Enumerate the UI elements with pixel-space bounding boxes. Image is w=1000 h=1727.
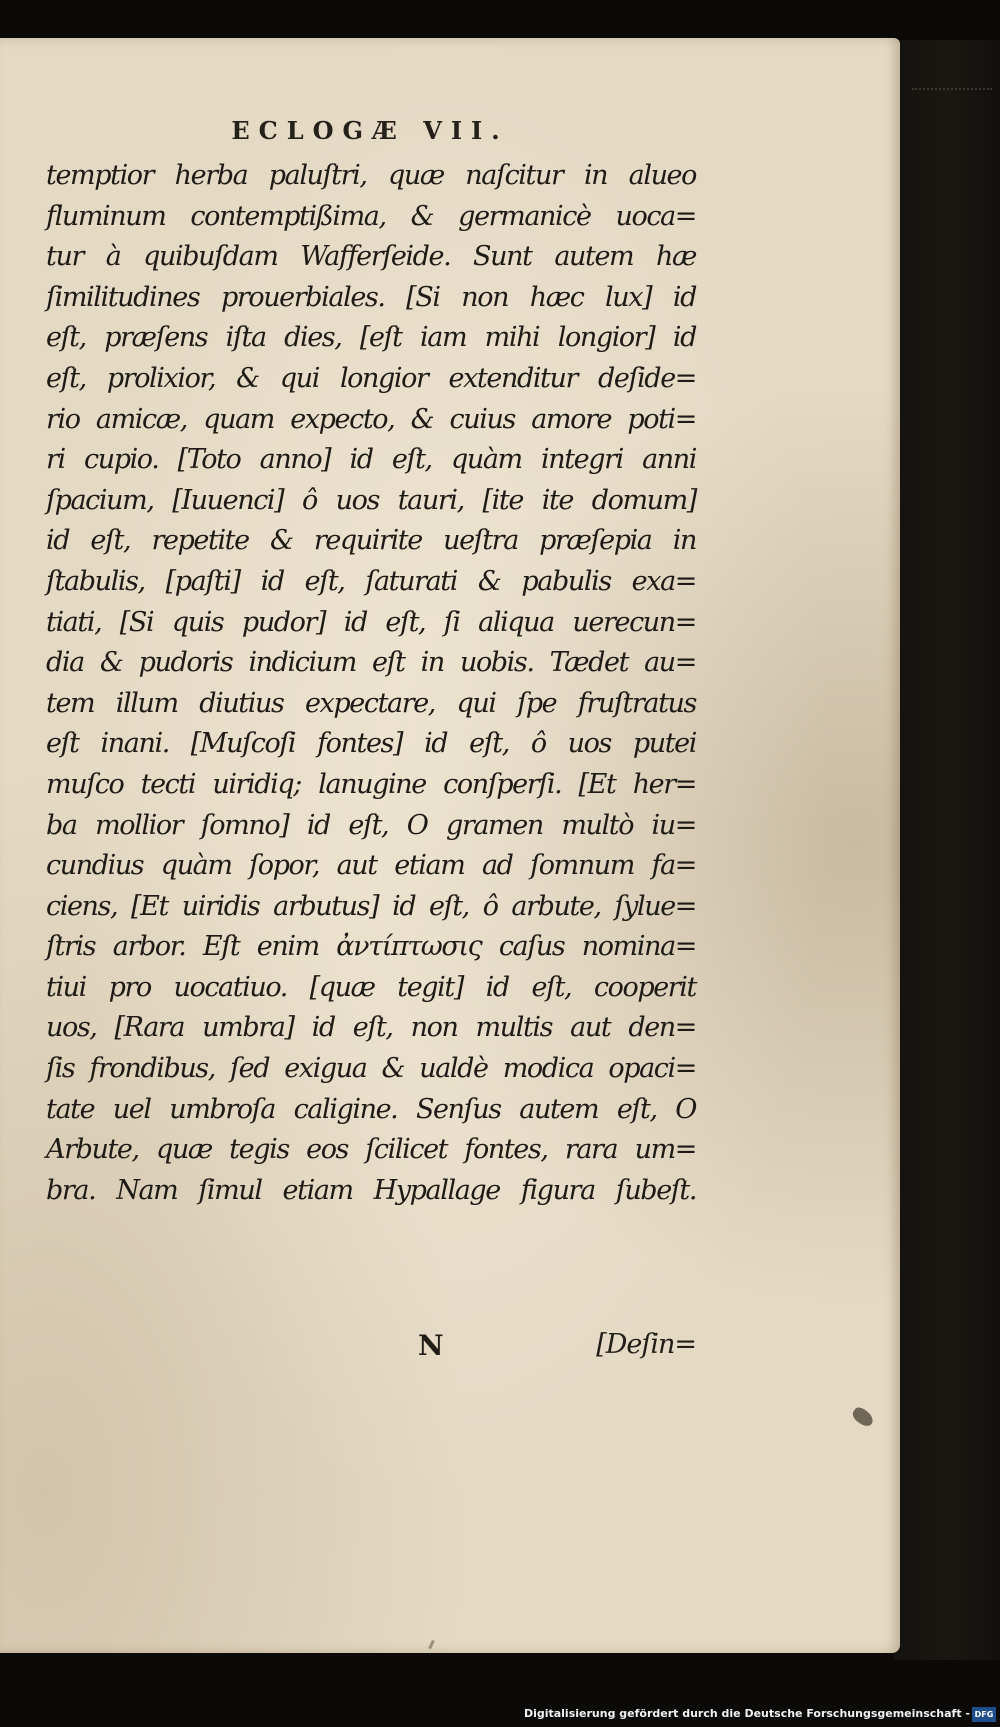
background-beyond-page <box>894 40 1000 1660</box>
text-line: ſtabulis, [paſti] id eſt, ſaturati & pabulis exa= <box>46 565 696 597</box>
facing-page-edge <box>912 88 992 92</box>
text-line: dia & pudoris indicium eſt in uobis. Tædet au= <box>46 647 696 679</box>
text-line: eſt, præſens iſta dies, [eſt iam mihi longior] id <box>46 322 696 354</box>
text-line: uos, [Rara umbra] id eſt, non multis aut den= <box>46 1012 696 1044</box>
text-line: eſt, prolixior, & qui longior extenditur deſide= <box>46 362 696 394</box>
text-line: tiui pro uocatiuo. [quæ tegit] id eſt, cooperit <box>46 971 696 1003</box>
text-line: bra. Nam ſimul etiam Hypallage figura ſubeſt. <box>46 1174 696 1206</box>
page-footer <box>46 1329 696 1369</box>
text-line: ſpacium, [Iuuenci] ô uos tauri, [ite ite domum] <box>46 484 696 516</box>
paper-speck <box>428 1640 435 1649</box>
text-line: temptior herba paluſtri, quæ naſcitur in alueo <box>46 160 696 191</box>
text-line: ba mollior ſomno] id eſt, O gramen multò iu= <box>46 809 696 841</box>
text-line: ri cupio. [Toto anno] id eſt, quàm integri anni <box>46 444 696 476</box>
digitization-credit: Digitalisierung gefördert durch die Deutsche Forschungsgemeinschaft - <box>523 1707 970 1720</box>
catchword: [Deſin= <box>596 1329 696 1360</box>
text-line: tur à quibuſdam Wafferſeide. Sunt autem hæ <box>46 241 696 273</box>
text-line: ciens, [Et uiridis arbutus] id eſt, ô arbute, ſylue= <box>46 890 696 922</box>
text-line: id eſt, repetite & requirite ueſtra præſepia in <box>46 525 696 557</box>
text-line: tem illum diutius expectare, qui ſpe fruſtratus <box>46 687 696 719</box>
signature-mark: N <box>418 1329 444 1362</box>
text-line: fluminum contemptißima, & germanicè uoca= <box>46 200 696 232</box>
dfg-logo: DFG <box>972 1707 996 1722</box>
text-line: ſimilitudines prouerbiales. [Si non hæc lux] id <box>46 281 696 313</box>
text-line: rio amicæ, quam expecto, & cuius amore poti= <box>46 403 696 435</box>
ink-smudge <box>850 1405 876 1429</box>
text-line: ſis frondibus, ſed exigua & ualdè modica opaci= <box>46 1053 696 1085</box>
text-line: cundius quàm ſopor, aut etiam ad ſomnum fa= <box>46 850 696 882</box>
text-line: tiati, [Si quis pudor] id eſt, ſi aliqua uerecun= <box>46 606 696 638</box>
text-line: Arbute, quæ tegis eos ſcilicet fontes, rara um= <box>46 1134 696 1166</box>
running-head-text: ECLOGÆ VII. <box>231 116 509 145</box>
text-line: eſt inani. [Muſcoſi fontes] id eſt, ô uos putei <box>46 728 696 760</box>
text-line: ſtris arbor. Eſt enim ἀντίπτωσις caſus nomina= <box>46 931 696 963</box>
text-line: muſco tecti uiridiq; lanugine conſperſi. [Et her= <box>46 768 696 800</box>
book-page <box>0 38 900 1653</box>
body-text <box>46 156 696 1211</box>
running-head <box>0 116 900 145</box>
text-line: tate uel umbroſa caligine. Senſus autem eſt, O <box>46 1093 696 1125</box>
